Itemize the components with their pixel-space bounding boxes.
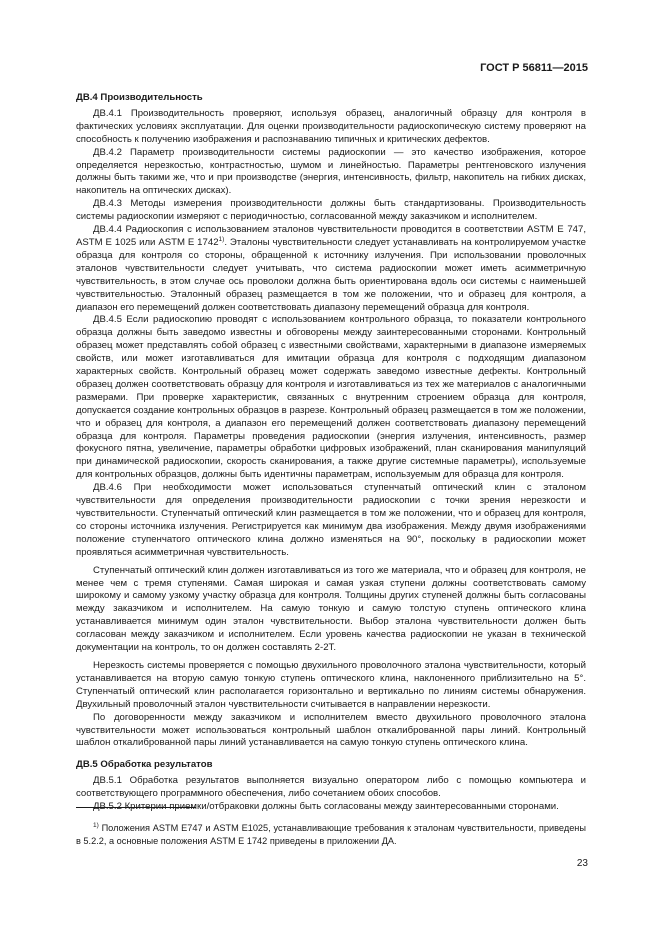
footnote-text: Положения ASTM E747 и ASTM E1025, устанавливающие требования к эталонам чувствительности, приведены в 5.2.2, а основные положения ASTM E 1742 приведены в приложении ДА. (76, 823, 586, 846)
paragraph-dv4-1: ДВ.4.1 Производительность проверяют, используя образец, аналогичный образцу для контроля в фактических условиях эксплуатации. Для оценки производительности радиоскопическую систему проверяют на способность к получению изображения и распознаванию типичных и критических дефектов. (76, 107, 586, 145)
paragraph-dv5-1: ДВ.5.1 Обработка результатов выполняется визуально оператором либо с помощью компьютера и соответствующего программного обеспечения, либо сочетанием обоих способов. (76, 775, 586, 800)
footnote-reference: 1) (218, 235, 225, 243)
section-heading-dv4: ДВ.4 Производительность (76, 92, 203, 103)
footnote (76, 822, 586, 847)
main-content (76, 92, 586, 814)
section-heading-dv5: ДВ.5 Обработка результатов (76, 759, 213, 771)
paragraph-dv4-4-text-after: . Эталоны чувствительности следует устанавливать на контролируемом участке образца для контроля со стороны, обращенной к источнику излучения. При использовании проволочных эталонов чувствительности следует учитывать, что система радиоскопии может иметь асимметричную чувствительность, в этом случае ось проволоки должна быть ориентирована вдоль оси системы с наименьшей чувствительностью. Эталонный образец размещается в том же положении, что и образец для контроля, а диапазон его перемещений должен соответствовать диапазону перемещений образца для контроля. (76, 236, 586, 313)
paragraph-dv4-6: ДВ.4.6 При необходимости может использоваться ступенчатый оптический клин с эталоном чувствительности для определения производительности радиоскопии с точки зрения нерезкости и чувствительности. Ступенчатый оптический клин размещается в том же положении, что и образец для контроля, со стороны источника излучения. Регистрируется как минимум два изображения. Между двумя изображениями положение ступенчатого оптического клина должно изменяться на 90°, поскольку в радиоскопии может проявляться асимметричная чувствительность. (76, 482, 586, 558)
paragraph-step-wedge: Ступенчатый оптический клин должен изготавливаться из того же материала, что и образец для контроля, не менее чем с тремя ступенями. Самая широкая и самая узкая ступени должны соответствовать самому широкому и самому узкому участку образца для контроля. Толщины других ступеней должны быть согласованы между заказчиком и исполнителем. На самую тонкую и самую толстую ступень оптического клина устанавливается минимум один эталон чувствительности. Выбор эталона чувствительности должен быть согласован между заказчиком и исполнителем. Если уровень качества радиоскопии не указан в технической документации на контроль, то он должен составлять 2-2Т. (76, 564, 586, 654)
paragraph-dv4-5: ДВ.4.5 Если радиоскопию проводят с использованием контрольного образца, то показатели контрольного образца должны быть заведомо известны и обговорены между заинтересованными сторонами. Контрольный образец может представлять собой образец с известными свойствами, характерными в диапазоне измеряемых свойств, или может изготавливаться для имитации образца для контроля с подходящим диапазоном характерных свойств. Контрольный образец может содержать заведомо известные дефекты. Контрольный образец должен соответствовать образцу для контроля и изготавливаться из тех же материалов с аналогичными размерами. При проверке характеристик, связанных с внутренним строением образца для контроля, допускается создание контрольных образцов в разрезе. Контрольный образец размещается в том же положении, что и образец для контроля, а диапазон его перемещений должен соответствовать диапазону перемещений образца для контроля. Параметры проведения радиоскопии (энергия излучения, интенсивность, размер фокусного пятна, увеличение, параметры обработки цифровых изображений, план сканирования манипуляций при динамической радиоскопии, скорость сканирования, а также другие системные параметры), используемые для контрольных образцов, должны быть идентичны параметрам, используемым для образца для контроля. (76, 314, 586, 481)
paragraph-unsharpness: Нерезкость системы проверяется с помощью двухильного проволочного эталона чувствительности, который устанавливается на вторую самую тонкую ступень оптического клина, наклоненного приблизительно на 5°. Ступенчатый оптический клин располагается горизонтально и вертикально по линиям системы обнаружения. Двухильный проволочный эталон чувствительности считывается в направлении нерезкости. (76, 659, 586, 710)
paragraph-dv5-2: ДВ.5.2 Критерии приемки/отбраковки должны быть согласованы между заинтересованными сторонами. (93, 801, 559, 813)
paragraph-line-pair: По договоренности между заказчиком и исполнителем вместо двухильного проволочного эталона чувствительности может использоваться контрольный шаблон откалиброванной пары линий. Контрольный шаблон откалиброванной пары линий устанавливается на самую тонкую ступень оптического клина. (76, 711, 586, 749)
paragraph-dv4-2: ДВ.4.2 Параметр производительности системы радиоскопии — это качество изображения, которое определяется нерезкостью, контрастностью, шумом и линейностью. Параметры рентгеновского излучения должны быть такими же, что и при производстве (энергия, интенсивность, фильтр, накопитель на гибких дисках, накопитель на оптических дисках). (76, 146, 586, 197)
paragraph-dv4-4-text-before: ДВ.4.4 Радиоскопия с использованием эталонов чувствительности проводится в соответствии ASTM E 747, ASTM E 1025 или ASTM E 1742 (76, 224, 586, 248)
paragraph-dv4-3: ДВ.4.3 Методы измерения производительности должны быть стандартизованы. Производительность системы радиоскопии измеряют с периодичностью, согласованной между заказчиком и исполнителем. (76, 198, 586, 223)
page-number: 23 (576, 858, 588, 869)
footnote-divider (76, 807, 196, 808)
footnote-marker: 1) (93, 822, 99, 830)
paragraph-dv4-4 (76, 224, 586, 314)
standard-number: ГОСТ Р 56811—2015 (480, 62, 588, 74)
